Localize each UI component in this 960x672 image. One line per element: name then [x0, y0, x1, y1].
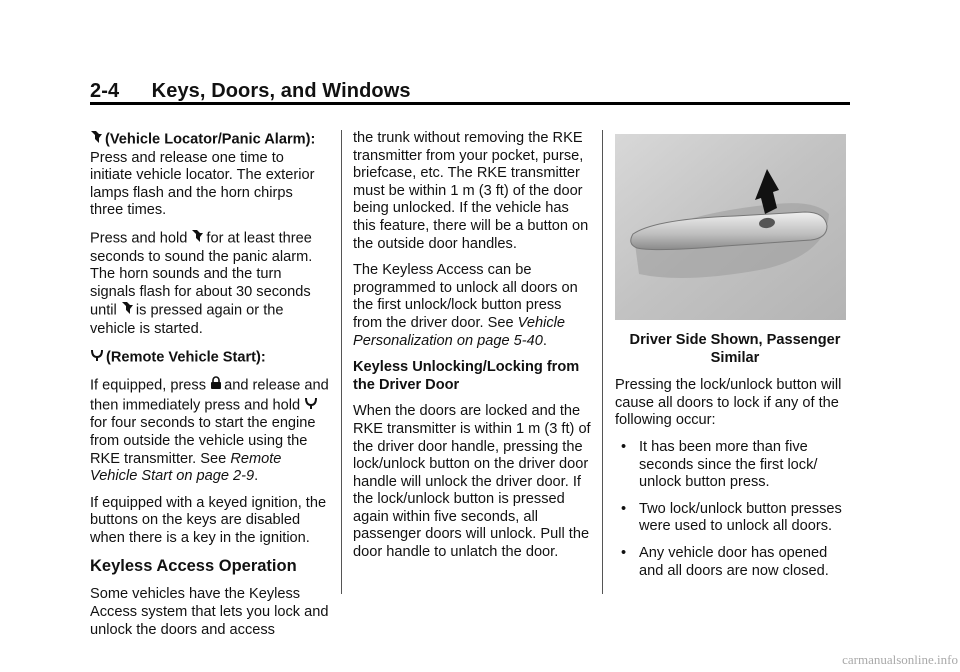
- header-rule: [90, 102, 850, 105]
- vehicle-locator-label: (Vehicle Locator/Panic Alarm):: [105, 131, 316, 148]
- bullet-text: It has been more than five seconds since the first lock/ unlock button press.: [639, 438, 818, 491]
- vehicle-locator-icon: [90, 130, 103, 150]
- column-divider-1: [341, 130, 342, 594]
- bullet-icon: •: [621, 438, 627, 455]
- remote-text-end: .: [254, 468, 259, 485]
- column-2: [353, 130, 593, 571]
- remote-start-icon: [90, 348, 104, 368]
- list-item: [615, 545, 855, 580]
- vehicle-locator-icon: [121, 301, 134, 321]
- bullet-icon: •: [621, 544, 627, 561]
- list-item: [615, 439, 855, 492]
- driver-door-paragraph: When the doors are locked and the RKE transmitter is within 1 m (3 ft) of the driver door handle, pressing the lock/unlock button on the driver door handle will unlock the driver door. If the lock/unlock button is pressed again within five seconds, all passenger doors will unlock. Pull the door handle to unlatch the door.: [353, 403, 591, 561]
- programming-text: The Keyless Access can be programmed to unlock all doors on the first unlock/lock button press from the driver door. See: [353, 262, 578, 331]
- section-number: 2-4: [90, 80, 120, 102]
- bullet-text: Any vehicle door has opened and all doors are now closed.: [639, 544, 829, 579]
- trunk-paragraph: the trunk without removing the RKE transmitter from your pocket, purse, briefcase, etc. The RKE transmitter must be within 1 m (3 ft) of the door being unlocked. If the vehicle has this feature, there will be a button on the outside door handles.: [353, 130, 589, 252]
- vehicle-personalization-link[interactable]: Vehicle Personalization on page 5-40: [353, 314, 565, 349]
- door-handle-image: [615, 134, 846, 320]
- driver-door-subheading: Keyless Unlocking/Locking from the Driver Door: [353, 359, 580, 393]
- panic-text-a: Press and hold: [90, 230, 188, 247]
- vehicle-locator-icon: [191, 229, 204, 249]
- bullet-icon: •: [621, 500, 627, 517]
- keyless-access-paragraph: Some vehicles have the Keyless Access system that lets you lock and unlock the doors and access: [90, 586, 329, 638]
- page-title: Keys, Doors, and Windows: [151, 80, 411, 102]
- remote-text-a: If equipped, press: [90, 377, 207, 394]
- bullet-text: Two lock/unlock button presses were used to unlock all doors.: [639, 500, 842, 535]
- lock-icon: [210, 376, 222, 396]
- remote-start-heading-paragraph: [90, 348, 330, 368]
- watermark: carmanualsonline.info: [842, 652, 958, 667]
- column-1: [90, 130, 330, 648]
- image-caption: Driver Side Shown, Passenger Similar: [629, 332, 841, 366]
- list-item: [615, 501, 855, 536]
- remote-text-c: for four seconds to start the engine from outside the vehicle using the RKE transmitter. See: [90, 415, 316, 467]
- remote-text-b: and release and then immediately press and hold: [90, 377, 329, 414]
- panic-text-c: is pressed again or the vehicle is started.: [90, 303, 284, 337]
- panic-text-b: for at least three seconds to sound the panic alarm. The horn sounds and the turn signals flash for about 30 seconds until: [90, 230, 313, 319]
- remote-start-paragraph: [90, 376, 330, 486]
- lock-conditions-paragraph: Pressing the lock/unlock button will cause all doors to lock if any of the following occur:: [615, 377, 842, 429]
- panic-alarm-paragraph: [90, 229, 330, 339]
- keyless-access-heading: Keyless Access Operation: [90, 557, 297, 576]
- remote-start-label: (Remote Vehicle Start):: [106, 349, 266, 366]
- remote-start-link[interactable]: Remote Vehicle Start on page 2-9: [90, 450, 282, 485]
- column-divider-2: [602, 130, 603, 594]
- vehicle-locator-text: Press and release one time to initiate vehicle locator. The exterior lamps flash and the horn chirps three times.: [90, 149, 315, 219]
- vehicle-locator-paragraph: [90, 130, 330, 220]
- programming-paragraph: [353, 262, 593, 350]
- column-3: [615, 130, 855, 589]
- conditions-list: [615, 439, 855, 580]
- programming-end: .: [542, 332, 547, 349]
- keyed-ignition-paragraph: If equipped with a keyed ignition, the buttons on the keys are disabled when there is a key in the ignition.: [90, 494, 327, 546]
- page-header: [90, 80, 411, 103]
- remote-start-icon: [304, 396, 318, 416]
